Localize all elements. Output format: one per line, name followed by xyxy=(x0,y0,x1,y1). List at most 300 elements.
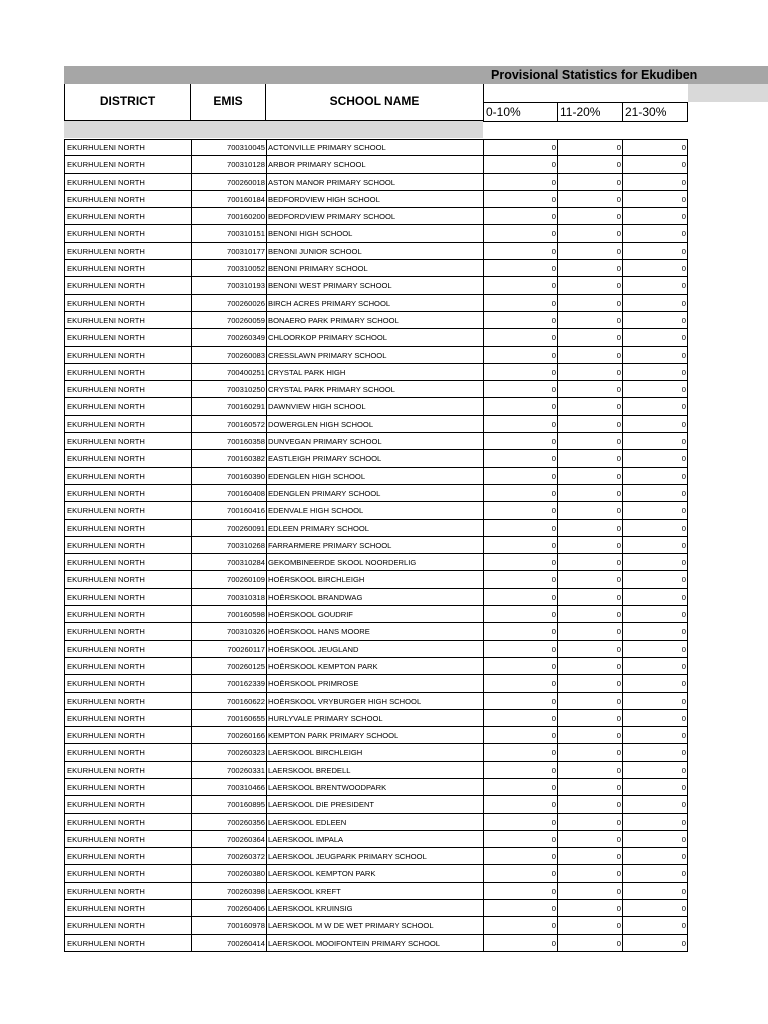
school-name-cell[interactable]: LAERSKOOL BREDELL xyxy=(266,762,483,779)
district-cell[interactable]: EKURHULENI NORTH xyxy=(64,312,191,329)
pct-0-10-cell[interactable]: 0 xyxy=(483,710,557,727)
pct-0-10-cell[interactable]: 0 xyxy=(483,727,557,744)
school-name-cell[interactable]: HOËRSKOOL PRIMROSE xyxy=(266,675,483,692)
pct-11-20-cell[interactable]: 0 xyxy=(557,174,622,191)
pct-11-20-cell[interactable]: 0 xyxy=(557,139,622,156)
district-cell[interactable]: EKURHULENI NORTH xyxy=(64,364,191,381)
pct-11-20-cell[interactable]: 0 xyxy=(557,641,622,658)
school-name-cell[interactable]: DUNVEGAN PRIMARY SCHOOL xyxy=(266,433,483,450)
pct-21-30-cell[interactable]: 0 xyxy=(622,502,688,519)
school-name-cell[interactable]: EDENGLEN PRIMARY SCHOOL xyxy=(266,485,483,502)
pct-11-20-cell[interactable]: 0 xyxy=(557,710,622,727)
pct-11-20-cell[interactable]: 0 xyxy=(557,156,622,173)
school-name-cell[interactable]: LAERSKOOL EDLEEN xyxy=(266,814,483,831)
district-cell[interactable]: EKURHULENI NORTH xyxy=(64,693,191,710)
emis-cell[interactable]: 700160978 xyxy=(191,917,266,934)
district-cell[interactable]: EKURHULENI NORTH xyxy=(64,779,191,796)
emis-cell[interactable]: 700310052 xyxy=(191,260,266,277)
emis-cell[interactable]: 700260398 xyxy=(191,883,266,900)
emis-cell[interactable]: 700160408 xyxy=(191,485,266,502)
emis-cell[interactable]: 700160390 xyxy=(191,468,266,485)
pct-11-20-cell[interactable]: 0 xyxy=(557,883,622,900)
pct-21-30-cell[interactable]: 0 xyxy=(622,900,688,917)
pct-21-30-cell[interactable]: 0 xyxy=(622,191,688,208)
district-cell[interactable]: EKURHULENI NORTH xyxy=(64,571,191,588)
pct-0-10-cell[interactable]: 0 xyxy=(483,623,557,640)
emis-cell[interactable]: 700160572 xyxy=(191,416,266,433)
pct-0-10-cell[interactable]: 0 xyxy=(483,641,557,658)
school-name-cell[interactable]: HURLYVALE PRIMARY SCHOOL xyxy=(266,710,483,727)
school-name-cell[interactable]: EDENVALE HIGH SCHOOL xyxy=(266,502,483,519)
pct-11-20-cell[interactable]: 0 xyxy=(557,520,622,537)
pct-21-30-cell[interactable]: 0 xyxy=(622,641,688,658)
pct-11-20-cell[interactable]: 0 xyxy=(557,658,622,675)
district-cell[interactable]: EKURHULENI NORTH xyxy=(64,208,191,225)
pct-0-10-cell[interactable]: 0 xyxy=(483,571,557,588)
pct-0-10-cell[interactable]: 0 xyxy=(483,295,557,312)
district-cell[interactable]: EKURHULENI NORTH xyxy=(64,554,191,571)
district-cell[interactable]: EKURHULENI NORTH xyxy=(64,139,191,156)
emis-cell[interactable]: 700310177 xyxy=(191,243,266,260)
pct-11-20-cell[interactable]: 0 xyxy=(557,468,622,485)
table-row xyxy=(64,347,688,364)
table-row xyxy=(64,208,688,225)
pct-0-10-cell[interactable]: 0 xyxy=(483,174,557,191)
school-name-cell[interactable]: BENONI HIGH SCHOOL xyxy=(266,225,483,242)
pct-11-20-cell[interactable]: 0 xyxy=(557,779,622,796)
emis-cell[interactable]: 700160382 xyxy=(191,450,266,467)
district-cell[interactable]: EKURHULENI NORTH xyxy=(64,727,191,744)
pct-0-10-cell[interactable]: 0 xyxy=(483,554,557,571)
pct-0-10-cell[interactable]: 0 xyxy=(483,450,557,467)
emis-cell[interactable]: 700260349 xyxy=(191,329,266,346)
table-row xyxy=(64,917,688,934)
school-name-cell[interactable]: FARRARMERE PRIMARY SCHOOL xyxy=(266,537,483,554)
pct-11-20-cell[interactable]: 0 xyxy=(557,433,622,450)
pct-11-20-cell[interactable]: 0 xyxy=(557,485,622,502)
district-cell[interactable]: EKURHULENI NORTH xyxy=(64,243,191,260)
school-name-cell[interactable]: DAWNVIEW HIGH SCHOOL xyxy=(266,398,483,415)
emis-cell[interactable]: 700260083 xyxy=(191,347,266,364)
emis-cell[interactable]: 700310193 xyxy=(191,277,266,294)
emis-cell[interactable]: 700160358 xyxy=(191,433,266,450)
pct-21-30-cell[interactable]: 0 xyxy=(622,537,688,554)
pct-0-10-cell[interactable]: 0 xyxy=(483,917,557,934)
table-row xyxy=(64,329,688,346)
emis-cell[interactable]: 700260331 xyxy=(191,762,266,779)
pct-11-20-cell[interactable]: 0 xyxy=(557,191,622,208)
pct-11-20-cell[interactable]: 0 xyxy=(557,364,622,381)
pct-21-30-cell[interactable]: 0 xyxy=(622,589,688,606)
pct-21-30-cell[interactable]: 0 xyxy=(622,623,688,640)
pct-21-30-cell[interactable]: 0 xyxy=(622,571,688,588)
district-cell[interactable]: EKURHULENI NORTH xyxy=(64,641,191,658)
emis-cell[interactable]: 700260364 xyxy=(191,831,266,848)
pct-0-10-cell[interactable]: 0 xyxy=(483,329,557,346)
pct-0-10-cell[interactable]: 0 xyxy=(483,831,557,848)
pct-21-30-cell[interactable]: 0 xyxy=(622,693,688,710)
pct-0-10-cell[interactable]: 0 xyxy=(483,502,557,519)
pct-0-10-cell[interactable]: 0 xyxy=(483,243,557,260)
pct-0-10-cell[interactable]: 0 xyxy=(483,191,557,208)
pct-21-30-cell[interactable]: 0 xyxy=(622,814,688,831)
pct-21-30-cell[interactable]: 0 xyxy=(622,450,688,467)
pct-0-10-cell[interactable]: 0 xyxy=(483,814,557,831)
pct-11-20-cell[interactable]: 0 xyxy=(557,554,622,571)
pct-21-30-cell[interactable]: 0 xyxy=(622,485,688,502)
pct-21-30-cell[interactable]: 0 xyxy=(622,710,688,727)
district-cell[interactable]: EKURHULENI NORTH xyxy=(64,883,191,900)
table-row xyxy=(64,139,688,156)
district-cell[interactable]: EKURHULENI NORTH xyxy=(64,225,191,242)
table-row xyxy=(64,277,688,294)
pct-11-20-cell[interactable]: 0 xyxy=(557,347,622,364)
pct-0-10-cell[interactable]: 0 xyxy=(483,762,557,779)
pct-21-30-cell[interactable]: 0 xyxy=(622,727,688,744)
pct-21-30-cell[interactable]: 0 xyxy=(622,347,688,364)
pct-11-20-cell[interactable]: 0 xyxy=(557,260,622,277)
school-name-cell[interactable]: ASTON MANOR PRIMARY SCHOOL xyxy=(266,174,483,191)
school-name-cell[interactable]: HOËRSKOOL GOUDRIF xyxy=(266,606,483,623)
pct-21-30-cell[interactable]: 0 xyxy=(622,277,688,294)
pct-21-30-cell[interactable]: 0 xyxy=(622,295,688,312)
district-cell[interactable]: EKURHULENI NORTH xyxy=(64,468,191,485)
pct-0-10-cell[interactable]: 0 xyxy=(483,520,557,537)
school-name-cell[interactable]: BEDFORDVIEW HIGH SCHOOL xyxy=(266,191,483,208)
school-name-cell[interactable]: LAERSKOOL KRUINSIG xyxy=(266,900,483,917)
emis-cell[interactable]: 700310326 xyxy=(191,623,266,640)
pct-21-30-cell[interactable]: 0 xyxy=(622,658,688,675)
school-name-cell[interactable]: BENONI WEST PRIMARY SCHOOL xyxy=(266,277,483,294)
pct-0-10-cell[interactable]: 0 xyxy=(483,865,557,882)
pct-0-10-cell[interactable]: 0 xyxy=(483,693,557,710)
district-cell[interactable]: EKURHULENI NORTH xyxy=(64,329,191,346)
pct-21-30-cell[interactable]: 0 xyxy=(622,260,688,277)
district-cell[interactable]: EKURHULENI NORTH xyxy=(64,935,191,952)
school-name-cell[interactable]: LAERSKOOL BRENTWOODPARK xyxy=(266,779,483,796)
school-name-cell[interactable]: ARBOR PRIMARY SCHOOL xyxy=(266,156,483,173)
pct-21-30-cell[interactable]: 0 xyxy=(622,174,688,191)
pct-11-20-cell[interactable]: 0 xyxy=(557,329,622,346)
school-name-cell[interactable]: HOËRSKOOL JEUGLAND xyxy=(266,641,483,658)
school-name-cell[interactable]: CRYSTAL PARK PRIMARY SCHOOL xyxy=(266,381,483,398)
pct-21-30-cell[interactable]: 0 xyxy=(622,398,688,415)
emis-cell[interactable]: 700160184 xyxy=(191,191,266,208)
pct-21-30-cell[interactable]: 0 xyxy=(622,225,688,242)
pct-11-20-cell[interactable]: 0 xyxy=(557,571,622,588)
school-name-cell[interactable]: LAERSKOOL JEUGPARK PRIMARY SCHOOL xyxy=(266,848,483,865)
pct-21-30-cell[interactable]: 0 xyxy=(622,883,688,900)
pct-21-30-cell[interactable]: 0 xyxy=(622,675,688,692)
pct-11-20-cell[interactable]: 0 xyxy=(557,796,622,813)
pct-21-30-cell[interactable]: 0 xyxy=(622,779,688,796)
pct-11-20-cell[interactable]: 0 xyxy=(557,865,622,882)
pct-0-10-cell[interactable]: 0 xyxy=(483,744,557,761)
pct-11-20-cell[interactable]: 0 xyxy=(557,225,622,242)
table-row xyxy=(64,450,688,467)
header-pct-21-30: 21-30% xyxy=(622,102,688,122)
pct-0-10-cell[interactable]: 0 xyxy=(483,398,557,415)
emis-cell[interactable]: 700310318 xyxy=(191,589,266,606)
pct-0-10-cell[interactable]: 0 xyxy=(483,883,557,900)
district-cell[interactable]: EKURHULENI NORTH xyxy=(64,156,191,173)
district-cell[interactable]: EKURHULENI NORTH xyxy=(64,917,191,934)
district-cell[interactable]: EKURHULENI NORTH xyxy=(64,295,191,312)
pct-0-10-cell[interactable]: 0 xyxy=(483,381,557,398)
district-cell[interactable]: EKURHULENI NORTH xyxy=(64,537,191,554)
pct-0-10-cell[interactable]: 0 xyxy=(483,416,557,433)
emis-cell[interactable]: 700310128 xyxy=(191,156,266,173)
pct-11-20-cell[interactable]: 0 xyxy=(557,831,622,848)
pct-11-20-cell[interactable]: 0 xyxy=(557,623,622,640)
district-cell[interactable]: EKURHULENI NORTH xyxy=(64,814,191,831)
school-name-cell[interactable]: HOËRSKOOL HANS MOORE xyxy=(266,623,483,640)
district-cell[interactable]: EKURHULENI NORTH xyxy=(64,675,191,692)
pct-21-30-cell[interactable]: 0 xyxy=(622,312,688,329)
pct-0-10-cell[interactable]: 0 xyxy=(483,225,557,242)
pct-21-30-cell[interactable]: 0 xyxy=(622,520,688,537)
pct-21-30-cell[interactable]: 0 xyxy=(622,364,688,381)
pct-0-10-cell[interactable]: 0 xyxy=(483,485,557,502)
emis-cell[interactable]: 700260109 xyxy=(191,571,266,588)
emis-cell[interactable]: 700310250 xyxy=(191,381,266,398)
district-cell[interactable]: EKURHULENI NORTH xyxy=(64,900,191,917)
district-cell[interactable]: EKURHULENI NORTH xyxy=(64,658,191,675)
school-name-cell[interactable]: CRYSTAL PARK HIGH xyxy=(266,364,483,381)
pct-0-10-cell[interactable]: 0 xyxy=(483,606,557,623)
district-cell[interactable]: EKURHULENI NORTH xyxy=(64,174,191,191)
pct-0-10-cell[interactable]: 0 xyxy=(483,468,557,485)
pct-0-10-cell[interactable]: 0 xyxy=(483,139,557,156)
pct-11-20-cell[interactable]: 0 xyxy=(557,502,622,519)
pct-21-30-cell[interactable]: 0 xyxy=(622,935,688,952)
table-row xyxy=(64,727,688,744)
table-row xyxy=(64,848,688,865)
school-name-cell[interactable]: BIRCH ACRES PRIMARY SCHOOL xyxy=(266,295,483,312)
pct-0-10-cell[interactable]: 0 xyxy=(483,935,557,952)
district-cell[interactable]: EKURHULENI NORTH xyxy=(64,260,191,277)
emis-cell[interactable]: 700260091 xyxy=(191,520,266,537)
pct-0-10-cell[interactable]: 0 xyxy=(483,260,557,277)
pct-0-10-cell[interactable]: 0 xyxy=(483,208,557,225)
pct-21-30-cell[interactable]: 0 xyxy=(622,865,688,882)
district-cell[interactable]: EKURHULENI NORTH xyxy=(64,796,191,813)
school-name-cell[interactable]: BEDFORDVIEW PRIMARY SCHOOL xyxy=(266,208,483,225)
school-name-cell[interactable]: BENONI PRIMARY SCHOOL xyxy=(266,260,483,277)
pct-11-20-cell[interactable]: 0 xyxy=(557,900,622,917)
pct-0-10-cell[interactable]: 0 xyxy=(483,312,557,329)
school-name-cell[interactable]: KEMPTON PARK PRIMARY SCHOOL xyxy=(266,727,483,744)
school-name-cell[interactable]: LAERSKOOL M W DE WET PRIMARY SCHOOL xyxy=(266,917,483,934)
pct-11-20-cell[interactable]: 0 xyxy=(557,416,622,433)
district-cell[interactable]: EKURHULENI NORTH xyxy=(64,589,191,606)
school-name-cell[interactable]: LAERSKOOL MOOIFONTEIN PRIMARY SCHOOL xyxy=(266,935,483,952)
table-row xyxy=(64,710,688,727)
school-name-cell[interactable]: GEKOMBINEERDE SKOOL NOORDERLIG xyxy=(266,554,483,571)
pct-0-10-cell[interactable]: 0 xyxy=(483,675,557,692)
school-name-cell[interactable]: LAERSKOOL BIRCHLEIGH xyxy=(266,744,483,761)
pct-11-20-cell[interactable]: 0 xyxy=(557,381,622,398)
emis-cell[interactable]: 700260414 xyxy=(191,935,266,952)
pct-11-20-cell[interactable]: 0 xyxy=(557,762,622,779)
pct-11-20-cell[interactable]: 0 xyxy=(557,312,622,329)
table-row xyxy=(64,485,688,502)
emis-cell[interactable]: 700160655 xyxy=(191,710,266,727)
pct-21-30-cell[interactable]: 0 xyxy=(622,796,688,813)
pct-11-20-cell[interactable]: 0 xyxy=(557,398,622,415)
pct-11-20-cell[interactable]: 0 xyxy=(557,208,622,225)
school-name-cell[interactable]: HOËRSKOOL VRYBURGER HIGH SCHOOL xyxy=(266,693,483,710)
pct-0-10-cell[interactable]: 0 xyxy=(483,537,557,554)
pct-0-10-cell[interactable]: 0 xyxy=(483,364,557,381)
emis-cell[interactable]: 700160598 xyxy=(191,606,266,623)
district-cell[interactable]: EKURHULENI NORTH xyxy=(64,277,191,294)
pct-11-20-cell[interactable]: 0 xyxy=(557,450,622,467)
school-name-cell[interactable]: ACTONVILLE PRIMARY SCHOOL xyxy=(266,139,483,156)
school-name-cell[interactable]: EDLEEN PRIMARY SCHOOL xyxy=(266,520,483,537)
school-name-cell[interactable]: BONAERO PARK PRIMARY SCHOOL xyxy=(266,312,483,329)
pct-21-30-cell[interactable]: 0 xyxy=(622,156,688,173)
district-cell[interactable]: EKURHULENI NORTH xyxy=(64,762,191,779)
emis-cell[interactable]: 700260166 xyxy=(191,727,266,744)
district-cell[interactable]: EKURHULENI NORTH xyxy=(64,710,191,727)
sheet-title: Provisional Statistics for Ekudiben xyxy=(491,68,698,82)
school-name-cell[interactable]: CRESSLAWN PRIMARY SCHOOL xyxy=(266,347,483,364)
emis-cell[interactable]: 700162339 xyxy=(191,675,266,692)
pct-11-20-cell[interactable]: 0 xyxy=(557,917,622,934)
pct-0-10-cell[interactable]: 0 xyxy=(483,347,557,364)
emis-cell[interactable]: 700260018 xyxy=(191,174,266,191)
pct-0-10-cell[interactable]: 0 xyxy=(483,277,557,294)
pct-11-20-cell[interactable]: 0 xyxy=(557,537,622,554)
district-cell[interactable]: EKURHULENI NORTH xyxy=(64,623,191,640)
table-row xyxy=(64,433,688,450)
pct-21-30-cell[interactable]: 0 xyxy=(622,744,688,761)
emis-cell[interactable]: 700260026 xyxy=(191,295,266,312)
pct-11-20-cell[interactable]: 0 xyxy=(557,277,622,294)
pct-11-20-cell[interactable]: 0 xyxy=(557,295,622,312)
emis-cell[interactable]: 700260406 xyxy=(191,900,266,917)
pct-21-30-cell[interactable]: 0 xyxy=(622,381,688,398)
district-cell[interactable]: EKURHULENI NORTH xyxy=(64,502,191,519)
emis-cell[interactable]: 700310151 xyxy=(191,225,266,242)
pct-0-10-cell[interactable]: 0 xyxy=(483,848,557,865)
emis-cell[interactable]: 700160622 xyxy=(191,693,266,710)
pct-0-10-cell[interactable]: 0 xyxy=(483,900,557,917)
pct-11-20-cell[interactable]: 0 xyxy=(557,243,622,260)
school-name-cell[interactable]: HOËRSKOOL KEMPTON PARK xyxy=(266,658,483,675)
pct-21-30-cell[interactable]: 0 xyxy=(622,416,688,433)
pct-21-30-cell[interactable]: 0 xyxy=(622,606,688,623)
pct-0-10-cell[interactable]: 0 xyxy=(483,779,557,796)
emis-cell[interactable]: 700310268 xyxy=(191,537,266,554)
emis-cell[interactable]: 700260372 xyxy=(191,848,266,865)
district-cell[interactable]: EKURHULENI NORTH xyxy=(64,744,191,761)
school-name-cell[interactable]: LAERSKOOL IMPALA xyxy=(266,831,483,848)
emis-cell[interactable]: 700260323 xyxy=(191,744,266,761)
emis-cell[interactable]: 700160291 xyxy=(191,398,266,415)
pct-21-30-cell[interactable]: 0 xyxy=(622,208,688,225)
pct-11-20-cell[interactable]: 0 xyxy=(557,727,622,744)
pct-21-30-cell[interactable]: 0 xyxy=(622,433,688,450)
emis-cell[interactable]: 700260125 xyxy=(191,658,266,675)
header-fill xyxy=(688,84,768,102)
pct-21-30-cell[interactable]: 0 xyxy=(622,762,688,779)
school-name-cell[interactable]: EASTLEIGH PRIMARY SCHOOL xyxy=(266,450,483,467)
district-cell[interactable]: EKURHULENI NORTH xyxy=(64,191,191,208)
pct-11-20-cell[interactable]: 0 xyxy=(557,814,622,831)
pct-11-20-cell[interactable]: 0 xyxy=(557,693,622,710)
school-name-cell[interactable]: CHLOORKOP PRIMARY SCHOOL xyxy=(266,329,483,346)
pct-21-30-cell[interactable]: 0 xyxy=(622,139,688,156)
emis-cell[interactable]: 700260356 xyxy=(191,814,266,831)
school-name-cell[interactable]: BENONI JUNIOR SCHOOL xyxy=(266,243,483,260)
district-cell[interactable]: EKURHULENI NORTH xyxy=(64,606,191,623)
district-cell[interactable]: EKURHULENI NORTH xyxy=(64,865,191,882)
emis-cell[interactable]: 700260380 xyxy=(191,865,266,882)
pct-0-10-cell[interactable]: 0 xyxy=(483,156,557,173)
school-name-cell[interactable]: DOWERGLEN HIGH SCHOOL xyxy=(266,416,483,433)
pct-0-10-cell[interactable]: 0 xyxy=(483,658,557,675)
school-name-cell[interactable]: HOËRSKOOL BRANDWAG xyxy=(266,589,483,606)
pct-11-20-cell[interactable]: 0 xyxy=(557,935,622,952)
pct-11-20-cell[interactable]: 0 xyxy=(557,848,622,865)
school-name-cell[interactable]: LAERSKOOL DIE PRESIDENT xyxy=(266,796,483,813)
school-name-cell[interactable]: LAERSKOOL KEMPTON PARK xyxy=(266,865,483,882)
emis-cell[interactable]: 700400251 xyxy=(191,364,266,381)
district-cell[interactable]: EKURHULENI NORTH xyxy=(64,848,191,865)
table-row xyxy=(64,468,688,485)
pct-11-20-cell[interactable]: 0 xyxy=(557,675,622,692)
table-row xyxy=(64,571,688,588)
pct-0-10-cell[interactable]: 0 xyxy=(483,796,557,813)
emis-cell[interactable]: 700310045 xyxy=(191,139,266,156)
district-cell[interactable]: EKURHULENI NORTH xyxy=(64,398,191,415)
pct-21-30-cell[interactable]: 0 xyxy=(622,329,688,346)
pct-21-30-cell[interactable]: 0 xyxy=(622,831,688,848)
emis-cell[interactable]: 700310284 xyxy=(191,554,266,571)
school-name-cell[interactable]: EDENGLEN HIGH SCHOOL xyxy=(266,468,483,485)
pct-21-30-cell[interactable]: 0 xyxy=(622,554,688,571)
pct-0-10-cell[interactable]: 0 xyxy=(483,589,557,606)
emis-cell[interactable]: 700310466 xyxy=(191,779,266,796)
district-cell[interactable]: EKURHULENI NORTH xyxy=(64,416,191,433)
pct-11-20-cell[interactable]: 0 xyxy=(557,744,622,761)
pct-11-20-cell[interactable]: 0 xyxy=(557,606,622,623)
emis-cell[interactable]: 700260117 xyxy=(191,641,266,658)
school-name-cell[interactable]: HOËRSKOOL BIRCHLEIGH xyxy=(266,571,483,588)
district-cell[interactable]: EKURHULENI NORTH xyxy=(64,433,191,450)
pct-0-10-cell[interactable]: 0 xyxy=(483,433,557,450)
district-cell[interactable]: EKURHULENI NORTH xyxy=(64,381,191,398)
emis-cell[interactable]: 700160200 xyxy=(191,208,266,225)
pct-21-30-cell[interactable]: 0 xyxy=(622,468,688,485)
district-cell[interactable]: EKURHULENI NORTH xyxy=(64,485,191,502)
emis-cell[interactable]: 700260059 xyxy=(191,312,266,329)
pct-21-30-cell[interactable]: 0 xyxy=(622,848,688,865)
pct-21-30-cell[interactable]: 0 xyxy=(622,917,688,934)
district-cell[interactable]: EKURHULENI NORTH xyxy=(64,831,191,848)
district-cell[interactable]: EKURHULENI NORTH xyxy=(64,520,191,537)
pct-11-20-cell[interactable]: 0 xyxy=(557,589,622,606)
emis-cell[interactable]: 700160895 xyxy=(191,796,266,813)
emis-cell[interactable]: 700160416 xyxy=(191,502,266,519)
school-name-cell[interactable]: LAERSKOOL KREFT xyxy=(266,883,483,900)
district-cell[interactable]: EKURHULENI NORTH xyxy=(64,450,191,467)
table-row xyxy=(64,693,688,710)
district-cell[interactable]: EKURHULENI NORTH xyxy=(64,347,191,364)
pct-21-30-cell[interactable]: 0 xyxy=(622,243,688,260)
